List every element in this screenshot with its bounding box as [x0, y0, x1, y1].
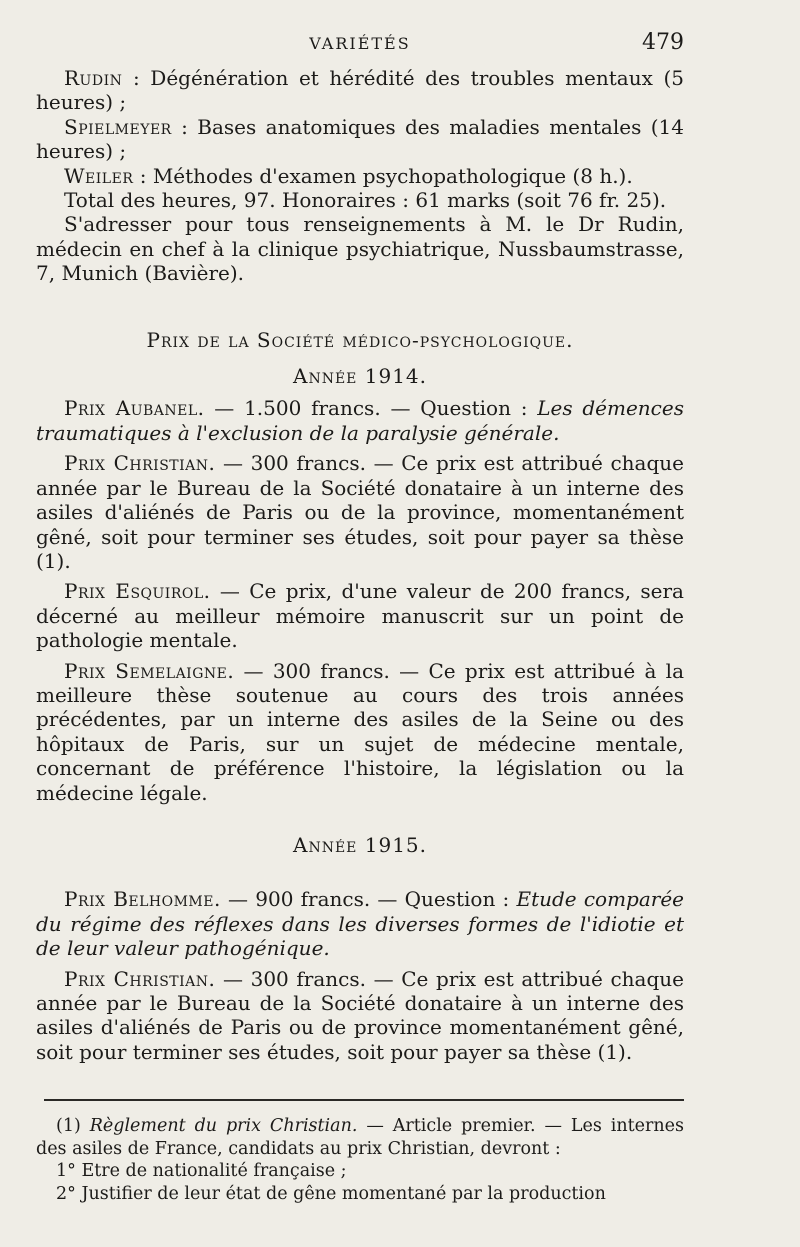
- running-head: VARIÉTÉS: [309, 34, 411, 53]
- prize-belhomme: Prix Belhomme. — 900 francs. — Question : Etude comparée du régime des réflexes dans les diverses formes de l'idiotie et de leur valeur pathogénique.: [36, 887, 684, 961]
- course-weiler: Weiler : Méthodes d'examen psychopathologique (8 h.).: [64, 163, 633, 188]
- page-body: [36, 66, 684, 1064]
- footnote-1: (1) Règlement du prix Christian. — Article premier. — Les internes des asiles de France, candidats au prix Christian, devront :: [36, 1116, 685, 1159]
- footnote-item: 2° Justifier de leur état de gêne momentané par la production: [56, 1183, 606, 1204]
- page-number: 479: [642, 30, 684, 55]
- course-total: Total des heures, 97. Honoraires : 61 marks (soit 76 fr. 25).: [64, 188, 667, 213]
- contact-info: S'adresser pour tous renseignements à M. le Dr Rudin, médecin en chef à la clinique psychiatrique, Nussbaumstrasse, 7, Munich (Bavière).: [36, 212, 684, 286]
- footnotes: [36, 1115, 684, 1205]
- course-spielmeyer: Spielmeyer : Bases anatomiques des maladies mentales (14 heures) ;: [36, 114, 684, 164]
- year-heading-1914: Année 1914.: [293, 364, 427, 389]
- prize-christian-1914: Prix Christian. — 300 francs. — Ce prix est attribué chaque année par le Bureau de la Société donataire à un interne des asiles d'aliénés de Paris ou de la province, momentanément gêné, soit pour terminer ses études, soit pour payer sa thèse (1).: [36, 451, 684, 573]
- prize-esquirol: Prix Esquirol. — Ce prix, d'une valeur de 200 francs, sera décerné au meilleur mémoire manuscrit sur un point de pathologie mentale.: [36, 579, 684, 653]
- prize-semelaigne: Prix Semelaigne. — 300 francs. — Ce prix est attribué à la meilleure thèse soutenue au cours des trois années précédentes, par un interne des asiles de la Seine ou des hôpitaux de Paris, sur un sujet de médecine mentale, concernant de préférence l'histoire, la législation ou la médecine légale.: [36, 658, 684, 805]
- footnote-rule: [44, 1099, 684, 1101]
- page-header: [36, 30, 684, 60]
- prize-aubanel: Prix Aubanel. — 1.500 francs. — Question : Les démences traumatiques à l'exclusion de la paralysie générale.: [36, 396, 684, 445]
- prize-christian-1915: Prix Christian. — 300 francs. — Ce prix est attribué chaque année par le Bureau de la Société donataire à un interne des asiles d'aliénés de Paris ou de province momentanément gêné, soit pour terminer ses études, soit pour payer sa thèse (1).: [36, 966, 684, 1064]
- footnote-item: 1° Etre de nationalité française ;: [56, 1161, 347, 1181]
- course-rudin: Rudin : Dégénération et hérédité des troubles mentaux (5 heures) ;: [36, 66, 684, 115]
- year-heading-1915: Année 1915.: [293, 832, 427, 857]
- section-title: Prix de la Société médico-psychologique.: [146, 327, 574, 352]
